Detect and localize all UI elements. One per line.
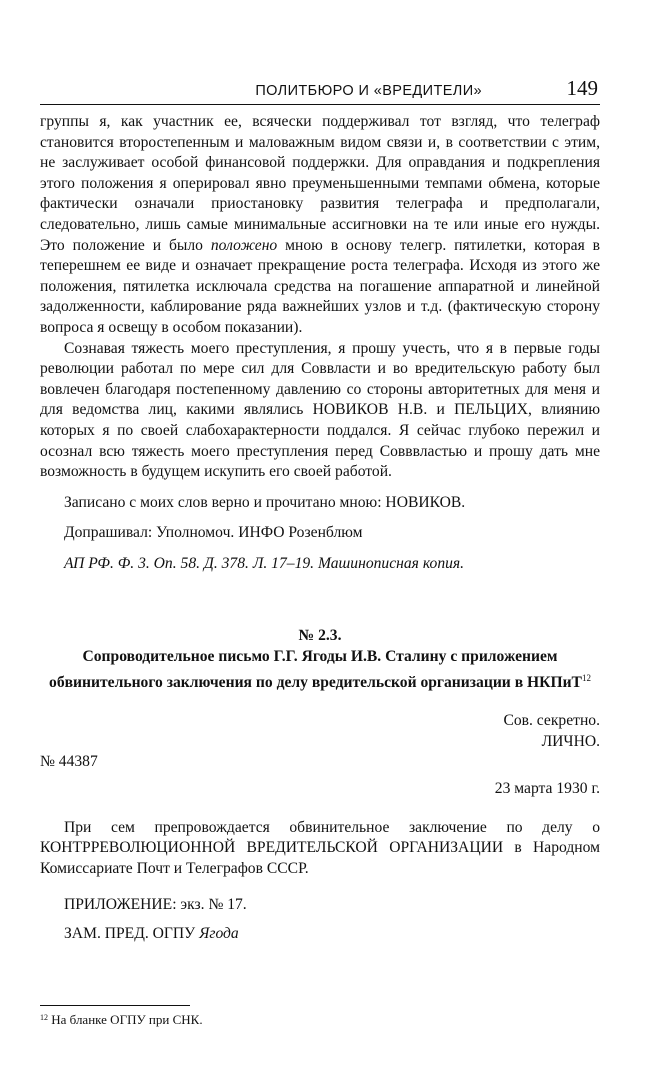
recorded-line: Записано с моих слов верно и прочитано мною: НОВИКОВ.: [64, 493, 466, 511]
paragraph-testimony-2: Сознавая тяжесть моего преступления, я прошу учесть, что я в первые годы революции работал по мере сил для Соввласти и во вредительскую работу был вовлечен благодаря постепенному давлению со стороны авторитетных для меня и для ведомства лиц, какими являлись НОВИКОВ Н.В. и ПЕЛЬЦИХ, влиянию которых я по своей слабохарактерности поддался. Я сейчас глубоко пережил и осознал всю тяжесть моего преступления перед Совввластью и прошу дать мне возможность в будущем искупить его своей работой.: [40, 339, 600, 481]
document-date: 23 марта 1930 г.: [494, 780, 600, 798]
attachment-line: ПРИЛОЖЕНИЕ: экз. № 17.: [64, 896, 247, 914]
archive-reference: АП РФ. Ф. 3. Оп. 58. Д. 378. Л. 17–19. Машинописная копия.: [64, 554, 465, 572]
letter-text: При сем препровождается обвинительное заключение по делу о КОНТРРЕВОЛЮЦИОННОЙ ВРЕДИТЕЛЬСКОЙ ОРГАНИЗАЦИИ в Народном Комиссариате Почт и Телеграфов СССР.: [40, 818, 600, 877]
document-title: [40, 647, 600, 693]
paragraph-1-text: группы я, как участник ее, всячески поддерживал тот взгляд, что телеграф становится второстепенным и маловажным видом связи и, в соответствии с этим, не заслуживает особой финансовой поддержки. Для оправдания и подкрепления этого положения я оперировал явно преуменьшенными темпами обмена, которые фактически означали приостановку развития телеграфа и предполагали, следовательно, лишь самые минимальные ассигновки на те или иные его нужды. Это положение и было: [40, 113, 600, 254]
footnote-reference: 12: [581, 672, 591, 683]
document-number: № 2.3.: [298, 627, 342, 645]
signature-line: [40, 924, 600, 945]
page-body: [40, 112, 600, 945]
outgoing-number: № 44387: [40, 753, 98, 771]
running-header: [40, 78, 600, 105]
footnote-divider: [40, 1005, 190, 1006]
running-title: ПОЛИТБЮРО И «ВРЕДИТЕЛИ»: [255, 83, 482, 99]
signature-title: ЗАМ. ПРЕД. ОГПУ: [64, 925, 196, 942]
footnote: [40, 1010, 600, 1028]
interrogator-line: Допрашивал: Уполномоч. ИНФО Розенблюм: [64, 524, 363, 542]
document-title-text: Сопроводительное письмо Г.Г. Ягоды И.В. Сталину с приложением обвинительного заключения по делу вредительской организации в НКПиТ: [49, 648, 582, 691]
page-number: 149: [566, 76, 598, 100]
footnote-mark: 12: [40, 1013, 48, 1022]
signature-name: Ягода: [199, 925, 239, 942]
personal-mark: ЛИЧНО.: [541, 732, 600, 750]
classification-stamp: Сов. секретно.: [503, 712, 600, 730]
paragraph-testimony-1: [40, 112, 600, 339]
emphasized-word: положено: [210, 236, 278, 254]
paragraph-1-tail: мною в основу телегр. пятилетки, которая в теперешнем ее виде и означает прекращение роста телеграфа. Исходя из этого же положения, пятилетка исключала средства на погашение аппаратной и линейной задолженности, каблирование ряда важнейших узлов и т.д. (фактическую сторону вопроса я освещу в особом показании).: [40, 236, 600, 336]
footnote-text: На бланке ОГПУ при СНК.: [51, 1012, 203, 1027]
